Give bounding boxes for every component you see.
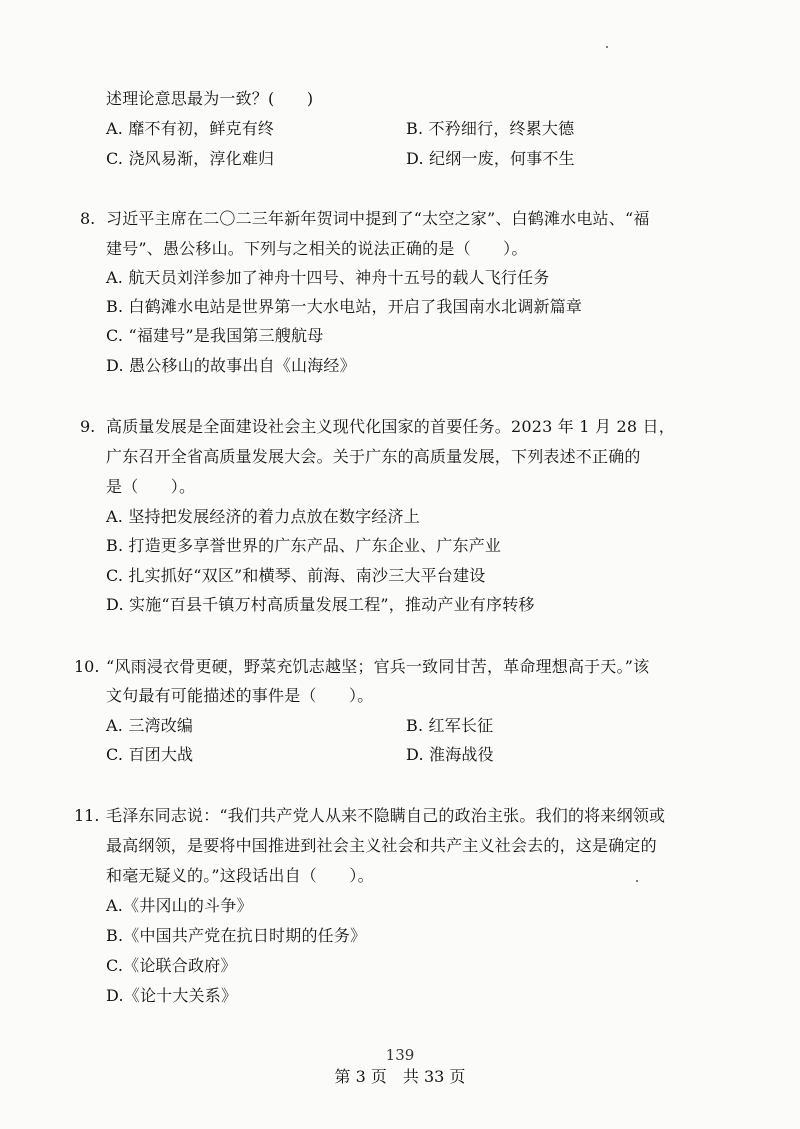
question-stem: 习近平主席在二〇二三年新年贺词中提到了“太空之家”、白鹤滩水电站、“福 xyxy=(106,209,650,228)
scan-speck xyxy=(606,46,608,48)
question-stem: 毛泽东同志说：“我们共产党人从来不隐瞒自己的政治主张。我们的将来纲领或 xyxy=(106,806,666,825)
option-d: D. 实施“百县千镇万村高质量发展工程”，推动产业有序转移 xyxy=(106,595,535,614)
option-d: D.《论十大关系》 xyxy=(106,986,238,1005)
option-d: D. 愚公移山的故事出自《山海经》 xyxy=(106,356,356,375)
question-number: 9. xyxy=(80,417,96,436)
question-number: 10. xyxy=(74,657,100,676)
option-d: D. 淮海战役 xyxy=(406,745,494,764)
question-stem: 最高纲领，是要将中国推进到社会主义社会和共产主义社会去的，这是确定的 xyxy=(106,836,657,855)
question-stem: 文句最有可能描述的事件是（ ）。 xyxy=(106,686,374,705)
option-a: A.《井冈山的斗争》 xyxy=(106,896,253,915)
question-stem: 是（ ）。 xyxy=(106,477,196,496)
option-a: A. 航天员刘洋参加了神舟十四号、神舟十五号的载人飞行任务 xyxy=(106,268,550,287)
question-stem: 建号”、愚公移山。下列与之相关的说法正确的是（ ）。 xyxy=(106,239,528,258)
question-stem: 和毫无疑义的。”这段话出自（ ）。 xyxy=(106,866,374,885)
option-c: C. 扎实抓好“双区”和横琴、前海、南沙三大平台建设 xyxy=(106,566,486,585)
question-stem: “风雨浸衣骨更硬，野菜充饥志越坚；官兵一致同甘苦，革命理想高于天。”该 xyxy=(106,657,650,676)
option-b: B. 白鹤滩水电站是世界第一大水电站，开启了我国南水北调新篇章 xyxy=(106,297,583,316)
question-number: 8. xyxy=(80,209,96,228)
page-number: 第 3 页 共 33 页 xyxy=(334,1067,466,1086)
page-code: 139 xyxy=(385,1046,415,1064)
option-c: C.《论联合政府》 xyxy=(106,956,237,975)
question-stem: 高质量发展是全面建设社会主义现代化国家的首要任务。2023 年 1 月 28 日， xyxy=(106,417,675,436)
question-stem: 述理论意思最为一致？( ) xyxy=(106,89,314,108)
option-b: B. 红军长征 xyxy=(406,716,494,735)
option-c: C. “福建号”是我国第三艘航母 xyxy=(106,326,324,345)
option-b: B. 打造更多享誉世界的广东产品、广东企业、广东产业 xyxy=(106,536,502,555)
option-d: D. 纪纲一废，何事不生 xyxy=(406,149,575,168)
option-a: A. 三湾改编 xyxy=(106,716,194,735)
question-number: 11. xyxy=(74,806,100,825)
option-c: C. 浇风易渐，淳化难归 xyxy=(106,149,275,168)
question-stem: 广东召开全省高质量发展大会。关于广东的高质量发展，下列表述不正确的 xyxy=(106,447,641,466)
option-c: C. 百团大战 xyxy=(106,745,194,764)
scan-speck xyxy=(636,880,638,882)
option-a: A. 坚持把发展经济的着力点放在数字经济上 xyxy=(106,507,420,526)
option-b: B. 不矜细行，终累大德 xyxy=(406,119,575,138)
option-b: B.《中国共产党在抗日时期的任务》 xyxy=(106,926,367,945)
option-a: A. 靡不有初，鲜克有终 xyxy=(106,119,275,138)
